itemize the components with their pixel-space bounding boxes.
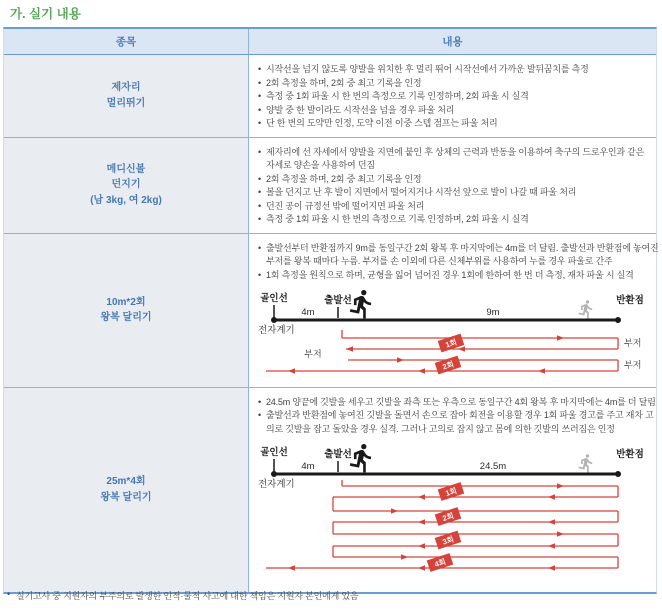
event-name-cell: [4, 234, 249, 387]
finish-line-label: 골인선: [260, 447, 288, 458]
event-content-cell: [249, 388, 662, 592]
table-row-standing-long-jump: [4, 55, 656, 137]
rule-bullet: • 1회 측정을 원칙으로 하며, 균형을 잃어 넘어진 경우 1회에 한하여 한 번 더 측정, 재차 파울 시 실격: [258, 269, 662, 283]
turn-point-label: 반환점: [616, 449, 644, 460]
event-name-cell: [4, 388, 249, 592]
distance-24-5m-label: 24.5m: [479, 461, 507, 472]
rule-bullet: • 양발 중 한 발이라도 시작선을 넘을 경우 파울 처리: [258, 104, 650, 118]
svg-text:1회: 1회: [444, 485, 458, 499]
table-header-row: [4, 29, 656, 55]
finish-line-label: 골인선: [260, 293, 288, 304]
shuttle-arrowheads: [288, 483, 564, 571]
event-name-line: 멀리뛰기: [106, 97, 146, 109]
runner-icon: [350, 290, 371, 318]
table-row-10m-shuttle-run: [4, 233, 659, 387]
disclaimer-note: • 실기고사 중 지원자의 부주의로 발생한 인적·물적 사고에 대한 책임은 지원자 본인에게 있음: [7, 589, 358, 602]
shuttle-run-25m-diagram: [258, 442, 662, 580]
rule-bullet: • 던진 공이 규정선 밖에 떨어지면 파울 처리: [258, 200, 650, 214]
event-name-line: 25m*4회: [106, 476, 146, 487]
lap-1-badge: [438, 482, 465, 501]
rule-bullet: • 제자리에 선 자세에서 양발을 지면에 붙인 후 상체의 근력과 반동을 이용하여 축구의 드로우인과 같은 자세로 양손을 사용하여 던짐: [258, 146, 650, 173]
event-name-line: 메디신볼: [106, 163, 146, 175]
rule-bullet: • 2회 측정을 하며, 2회 중 최고 기록을 인정: [258, 77, 650, 91]
returning-runner-icon: [578, 300, 592, 318]
table-row-medicine-ball-throw: [4, 137, 656, 233]
event-name-cell: [4, 55, 249, 137]
practical-test-table: [3, 27, 657, 594]
buzzer-label: 부저: [624, 360, 642, 370]
rule-bullet: • 시작선을 넘지 않도록 양발을 위치한 후 멀리 뛰어 시작선에서 가까운 발뒤꿈치를 측정: [258, 63, 650, 77]
rule-bullet: • 2회 측정을 하며, 2회 중 최고 기록을 인정: [258, 173, 650, 187]
header-event: 종목: [4, 29, 249, 54]
event-name-line: 제자리: [111, 82, 141, 94]
event-name-line: 왕복 달리기: [100, 312, 152, 323]
shuttle-run-10m-diagram: [258, 288, 662, 380]
event-content-cell: [249, 138, 656, 233]
rule-bullet: • 측정 중 1회 파울 시 한 번의 측정으로 기록 인정하며, 2회 파울 시 실격: [258, 213, 650, 227]
rule-bullet: • 측정 중 1회 파울 시 한 번의 측정으로 기록 인정하며, 2회 파울 시 실격: [258, 90, 650, 104]
event-name-line: 10m*2회: [106, 296, 146, 308]
rule-bullet: • 출발선부터 반환점까지 9m를 동일구간 2회 왕복 후 마지막에는 4m를 더 달림. 출발선과 반환점에 놓여진 부저를 왕복 때마다 누름. 부저를 손 이외에 다른 신체부위를 사용하여 누를 경우 파울로 간주: [258, 242, 662, 269]
header-content: 내용: [442, 36, 463, 48]
lap-2-badge: [435, 507, 462, 526]
shuttle-arrowheads: [288, 335, 564, 374]
svg-text:2회: 2회: [441, 359, 455, 372]
buzzer-label: 부저: [304, 349, 322, 359]
lap-4-badge: [427, 553, 454, 572]
rule-bullet: • 단 한 번의 도약만 인정, 도약 이전 이중 스텝 점프는 파울 처리: [258, 117, 650, 131]
svg-text:2회: 2회: [441, 510, 455, 524]
svg-text:1회: 1회: [444, 337, 458, 350]
start-line-label: 출발선: [324, 295, 352, 306]
event-name-line: (남 3kg, 여 2kg): [90, 194, 162, 206]
distance-4m-label: 4m: [301, 307, 315, 318]
turn-point-label: 반환점: [616, 295, 644, 306]
event-name-line: 던지기: [111, 179, 141, 191]
svg-text:3회: 3회: [441, 534, 455, 547]
returning-runner-icon: [578, 454, 592, 472]
event-content-cell: [249, 234, 662, 387]
svg-text:4회: 4회: [433, 556, 447, 570]
buzzer-label: 부저: [624, 338, 642, 348]
electronic-timer-label: 전자계기: [258, 325, 295, 336]
distance-9m-label: 9m: [486, 307, 500, 318]
rule-bullet: • 출발선과 반환점에 놓여진 깃발을 돌면서 손으로 잡아 회전을 이용할 경우 1회 파울 경고를 주고 재차 고의로 깃발을 잡고 돌았을 경우 실격. 그러나 고의로 잡지 않고 몸에 의한 깃발의 쓰러짐은 인정: [258, 409, 662, 436]
table-row-25m-shuttle-run: [4, 387, 656, 592]
electronic-timer-label: 전자계기: [258, 479, 295, 490]
rule-bullet: • 볼을 던지고 난 후 발이 지면에서 떨어지거나 시작선 앞으로 발이 나갈 때 파울 처리: [258, 186, 650, 200]
event-content-cell: [249, 55, 656, 137]
event-name-cell: [4, 138, 249, 233]
page-title: 가. 실기 내용: [10, 7, 81, 21]
start-line-label: 출발선: [324, 449, 352, 460]
distance-4m-label: 4m: [301, 461, 315, 472]
runner-icon: [350, 444, 371, 472]
event-name-line: 왕복 달리기: [100, 491, 152, 503]
rule-bullet: • 24.5m 양끝에 깃발을 세우고 깃발을 좌측 또는 우측으로 동일구간 4회 왕복 후 마지막에는 4m를 더 달림: [258, 396, 662, 410]
